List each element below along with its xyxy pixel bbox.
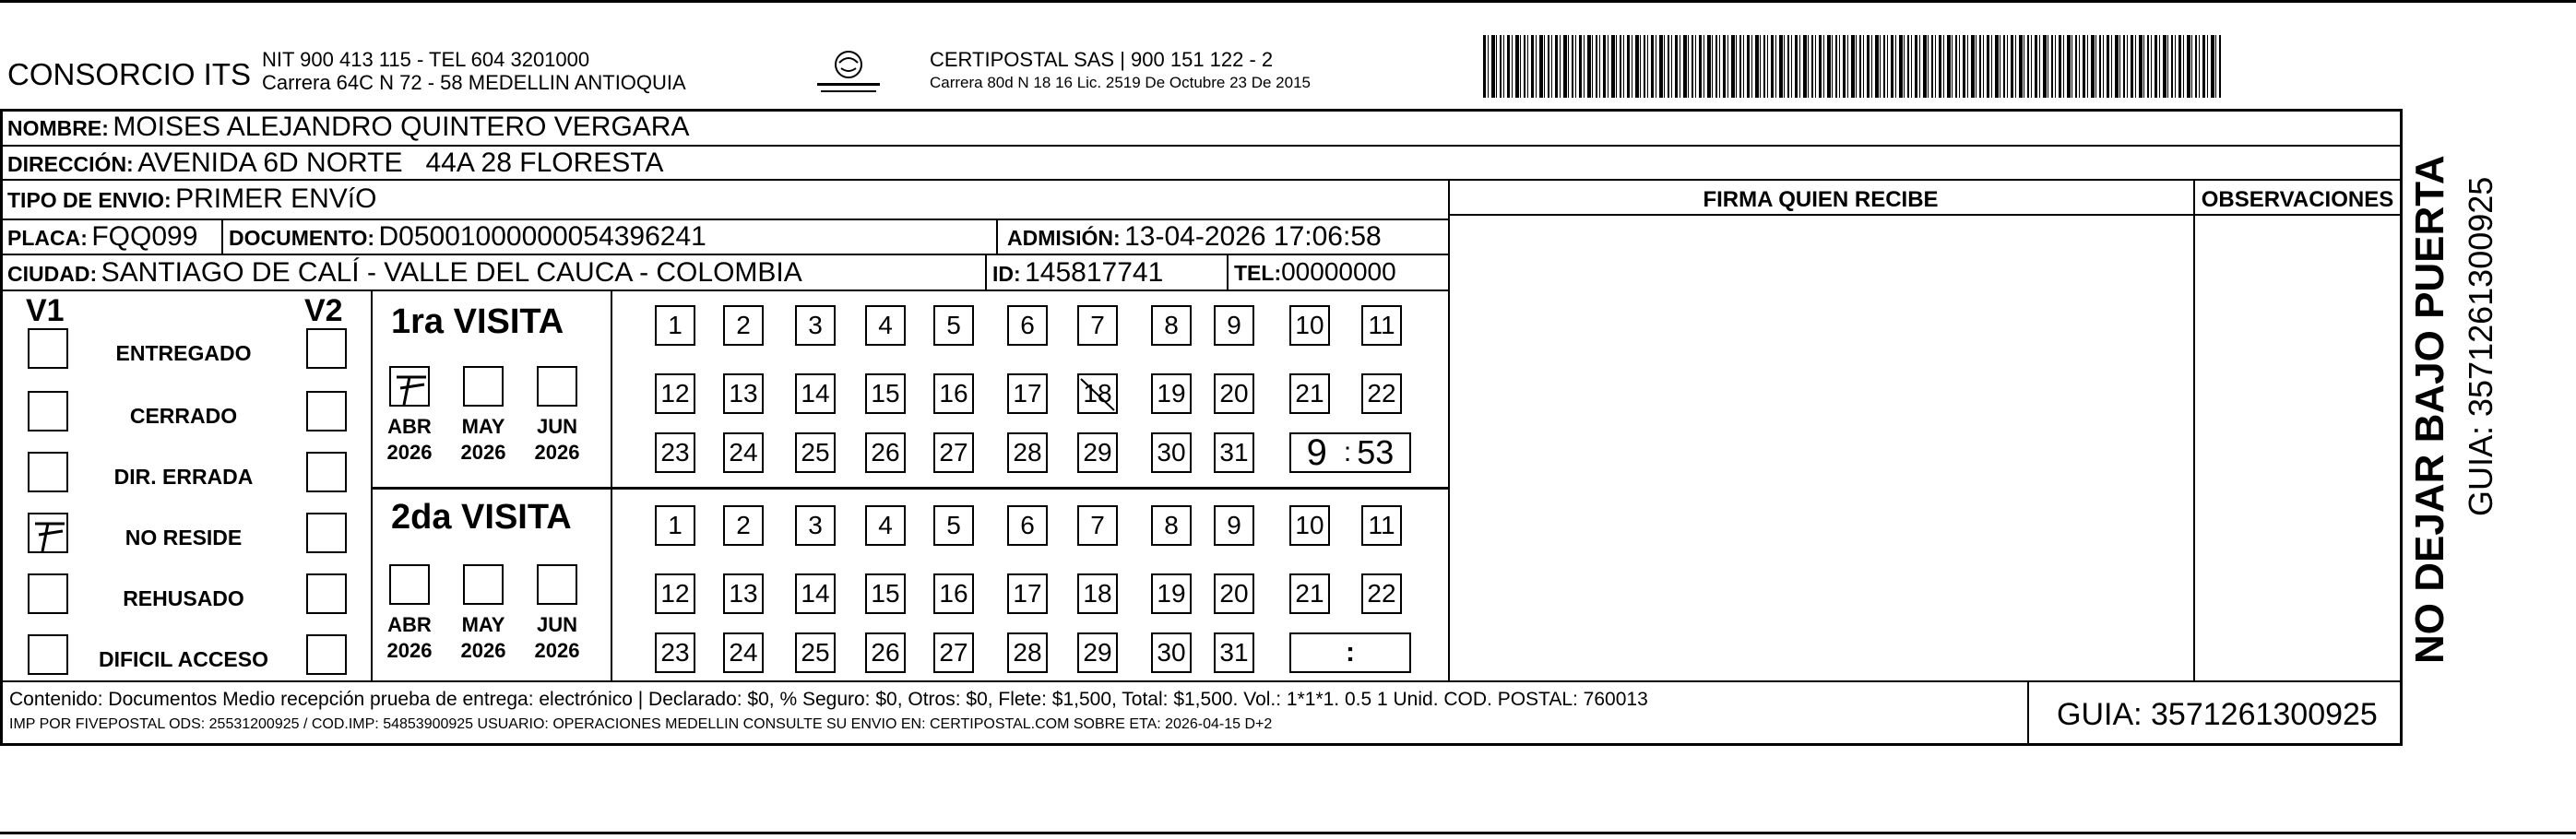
v2-checkbox[interactable] (306, 634, 347, 675)
grid-line (1448, 179, 1450, 681)
observaciones-header: OBSERVACIONES (2201, 187, 2394, 212)
admision-field (1007, 223, 1382, 251)
day-box[interactable]: 15 (865, 573, 906, 614)
month-checkbox[interactable] (537, 564, 577, 605)
grid-line (1227, 254, 1229, 290)
check-mark-icon (30, 514, 70, 555)
day-box[interactable]: 13 (723, 573, 764, 614)
day-box[interactable]: 9 (1214, 305, 1254, 346)
time-minutes: 53 (1357, 433, 1395, 471)
day-box[interactable]: 30 (1151, 432, 1192, 473)
month-checkbox[interactable] (389, 564, 430, 605)
grid-line (0, 743, 2403, 746)
year-label: 2026 (460, 441, 506, 464)
status-option-label: CERRADO (129, 404, 238, 428)
admision-value: 13-04-2026 17:06:58 (1124, 221, 1382, 252)
ciudad-value: SANTIAGO DE CALÍ - VALLE DEL CAUCA - COLOMBIA (101, 257, 802, 288)
day-box[interactable]: 26 (865, 632, 906, 673)
month-label: JUN (536, 613, 577, 636)
year-label: 2026 (534, 639, 580, 662)
day-box[interactable]: 7 (1077, 305, 1118, 346)
id-label: ID: (992, 262, 1021, 286)
company-name: CONSORCIO ITS (7, 57, 252, 91)
footer-guia: GUIA: 3571261300925 (2057, 697, 2378, 732)
v2-checkbox[interactable] (306, 328, 347, 369)
tipo-label: TIPO DE ENVIO: (7, 188, 172, 212)
day-box[interactable]: 15 (865, 373, 906, 414)
year-label: 2026 (534, 441, 580, 464)
v1-checkbox[interactable] (28, 452, 68, 492)
day-box[interactable]: 11 (1361, 505, 1402, 546)
time-separator: : (1343, 437, 1352, 467)
tel-value: 00000000 (1281, 257, 1396, 286)
v2-checkbox[interactable] (306, 573, 347, 614)
day-box[interactable]: 22 (1361, 373, 1402, 414)
ciudad-field (7, 259, 802, 287)
day-box[interactable]: 29 (1077, 432, 1118, 473)
v1-checkbox[interactable] (28, 634, 68, 675)
v1-label: V1 (26, 293, 65, 328)
grid-line (0, 219, 1448, 220)
direccion-value: AVENIDA 6D NORTE 44A 28 FLORESTA (137, 148, 664, 178)
grid-line (985, 254, 987, 290)
day-box[interactable]: 25 (795, 632, 836, 673)
tel-field (1234, 259, 1396, 285)
day-box[interactable]: 14 (795, 573, 836, 614)
ciudad-label: CIUDAD: (7, 262, 98, 286)
day-box[interactable]: 7 (1077, 505, 1118, 546)
visit1-title: 1ra VISITA (391, 302, 564, 341)
day-box[interactable]: 8 (1151, 505, 1192, 546)
day-box[interactable]: 18 (1077, 373, 1118, 414)
day-box[interactable]: 28 (1007, 632, 1048, 673)
certipostal-logo (812, 46, 885, 101)
grid-line (611, 290, 612, 681)
status-option-label: NO RESIDE (125, 526, 243, 549)
day-box[interactable]: 31 (1214, 632, 1254, 673)
grid-line (2193, 179, 2195, 681)
month-label: MAY (461, 613, 505, 636)
nit-line: NIT 900 413 115 - TEL 604 3201000 (262, 48, 590, 71)
v2-label: V2 (304, 293, 343, 328)
v2-checkbox[interactable] (306, 452, 347, 492)
grid-line (371, 290, 373, 681)
day-box[interactable]: 27 (933, 432, 974, 473)
v1-checkbox[interactable] (28, 573, 68, 614)
day-box[interactable]: 8 (1151, 305, 1192, 346)
day-box[interactable]: 25 (795, 432, 836, 473)
day-box[interactable]: 23 (655, 632, 695, 673)
placa-label: PLACA: (7, 226, 88, 250)
day-box[interactable]: 20 (1214, 573, 1254, 614)
month-label: MAY (461, 415, 505, 438)
grid-line (371, 487, 1448, 490)
day-box[interactable]: 9 (1214, 505, 1254, 546)
visit2-title: 2da VISITA (391, 498, 572, 537)
day-box[interactable]: 19 (1151, 373, 1192, 414)
contenido-line: Contenido: Documentos Medio recepción prueba de entrega: electrónico | Declarado: $0, % Seguro: $0, Otros: $0, Flete: $1,500, Total: $1,500. Vol.: 1*1*1. 0.5 1 Unid. COD. POSTAL: 760013 (9, 689, 1648, 710)
day-box[interactable]: 23 (655, 432, 695, 473)
firma-header: FIRMA QUIEN RECIBE (1703, 187, 1939, 212)
grid-line (0, 254, 1448, 255)
day-box[interactable]: 2 (723, 505, 764, 546)
day-box[interactable]: 6 (1007, 305, 1048, 346)
day-box[interactable]: 12 (655, 573, 695, 614)
day-box[interactable]: 11 (1361, 305, 1402, 346)
address-line: Carrera 64C N 72 - 58 MEDELLIN ANTIOQUIA (262, 71, 686, 94)
nombre-value: MOISES ALEJANDRO QUINTERO VERGARA (113, 112, 690, 142)
status-option-label: REHUSADO (123, 586, 244, 610)
id-value: 145817741 (1025, 257, 1164, 288)
side-warning (2403, 129, 2463, 664)
grid-line (2027, 680, 2029, 745)
direccion-label: DIRECCIÓN: (7, 152, 134, 176)
grid-line (1448, 214, 2403, 216)
day-box[interactable]: 16 (933, 373, 974, 414)
day-box[interactable]: 3 (795, 505, 836, 546)
grid-line (0, 680, 2403, 682)
day-box[interactable]: 17 (1007, 373, 1048, 414)
year-label: 2026 (386, 639, 433, 662)
tipo-row (7, 185, 376, 213)
day-strike-icon (1077, 373, 1118, 414)
grid-line (221, 219, 223, 254)
month-checkbox[interactable] (537, 366, 577, 407)
day-box[interactable]: 14 (795, 373, 836, 414)
day-box[interactable]: 16 (933, 573, 974, 614)
status-option-label: DIR. ERRADA (113, 465, 254, 489)
v2-checkbox[interactable] (306, 391, 347, 431)
month-label: ABR (387, 415, 432, 438)
id-field (992, 259, 1163, 287)
check-mark-icon (391, 368, 432, 408)
day-box[interactable]: 1 (655, 505, 695, 546)
day-box[interactable]: 20 (1214, 373, 1254, 414)
tipo-value: PRIMER ENVíO (175, 183, 377, 214)
time-box[interactable] (1289, 432, 1411, 473)
placa-field (7, 223, 197, 251)
tel-label: TEL: (1234, 261, 1282, 285)
day-box[interactable]: 24 (723, 632, 764, 673)
no-dejar-text: NO DEJAR BAJO PUERTA (2407, 155, 2452, 664)
day-box[interactable]: 4 (865, 505, 906, 546)
day-box[interactable]: 10 (1289, 505, 1330, 546)
day-box[interactable]: 28 (1007, 432, 1048, 473)
year-label: 2026 (386, 441, 433, 464)
month-label: ABR (387, 613, 432, 636)
v2-checkbox[interactable] (306, 513, 347, 553)
day-box[interactable]: 13 (723, 373, 764, 414)
license-line: Carrera 80d N 18 16 Lic. 2519 De Octubre 23 De 2015 (930, 74, 1311, 91)
day-box[interactable]: 1 (655, 305, 695, 346)
imp-line: IMP POR FIVEPOSTAL ODS: 25531200925 / COD.IMP: 54853900925 USUARIO: OPERACIONES MEDELLIN CONSULTE SU ENVIO EN: CERTIPOSTAL.COM SOBRE ETA: 2026-04-15 D+2 (9, 716, 1273, 732)
side-guia (2461, 129, 2505, 645)
bottom-border (0, 832, 2576, 834)
day-box[interactable]: 31 (1214, 432, 1254, 473)
admision-label: ADMISIÓN: (1007, 226, 1121, 250)
year-label: 2026 (460, 639, 506, 662)
time-box[interactable] (1289, 632, 1411, 673)
time-hour: 9 (1306, 431, 1327, 473)
day-box[interactable]: 21 (1289, 573, 1330, 614)
month-label: JUN (536, 415, 577, 438)
day-box[interactable]: 30 (1151, 632, 1192, 673)
grid-line (996, 219, 998, 254)
month-checkbox[interactable] (463, 564, 504, 605)
day-box[interactable]: 19 (1151, 573, 1192, 614)
day-box[interactable]: 22 (1361, 573, 1402, 614)
v1-checkbox[interactable] (28, 513, 68, 553)
documento-label: DOCUMENTO: (229, 226, 375, 250)
grid-line (0, 109, 3, 745)
v1-checkbox[interactable] (28, 328, 68, 369)
day-box[interactable]: 18 (1077, 573, 1118, 614)
nombre-label: NOMBRE: (7, 116, 109, 140)
grid-line (0, 145, 2403, 147)
day-box[interactable]: 2 (723, 305, 764, 346)
barcode (1483, 35, 2221, 98)
day-box[interactable]: 17 (1007, 573, 1048, 614)
time-separator: : (1346, 637, 1355, 668)
documento-field (229, 223, 706, 251)
day-box[interactable]: 24 (723, 432, 764, 473)
status-option-label: ENTREGADO (115, 341, 252, 365)
day-box[interactable]: 3 (795, 305, 836, 346)
documento-value: D05001000000054396241 (378, 221, 706, 252)
day-box[interactable]: 26 (865, 432, 906, 473)
status-option-label: DIFICIL ACCESO (98, 647, 268, 671)
grid-line (0, 179, 2403, 181)
side-guia-text: GUIA: 3571261300925 (2462, 176, 2499, 516)
direccion-row (7, 149, 663, 177)
day-box[interactable]: 27 (933, 632, 974, 673)
day-box[interactable]: 5 (933, 505, 974, 546)
grid-line (0, 290, 1448, 291)
v1-checkbox[interactable] (28, 391, 68, 431)
day-box[interactable]: 29 (1077, 632, 1118, 673)
day-box[interactable]: 6 (1007, 505, 1048, 546)
day-box[interactable]: 5 (933, 305, 974, 346)
day-box[interactable]: 21 (1289, 373, 1330, 414)
nombre-row (7, 113, 689, 141)
day-box[interactable]: 4 (865, 305, 906, 346)
month-checkbox[interactable] (463, 366, 504, 407)
day-box[interactable]: 10 (1289, 305, 1330, 346)
month-checkbox[interactable] (389, 366, 430, 407)
top-border (0, 0, 2576, 3)
day-box[interactable]: 12 (655, 373, 695, 414)
certipostal-line: CERTIPOSTAL SAS | 900 151 122 - 2 (930, 48, 1274, 71)
placa-value: FQQ099 (91, 221, 198, 252)
